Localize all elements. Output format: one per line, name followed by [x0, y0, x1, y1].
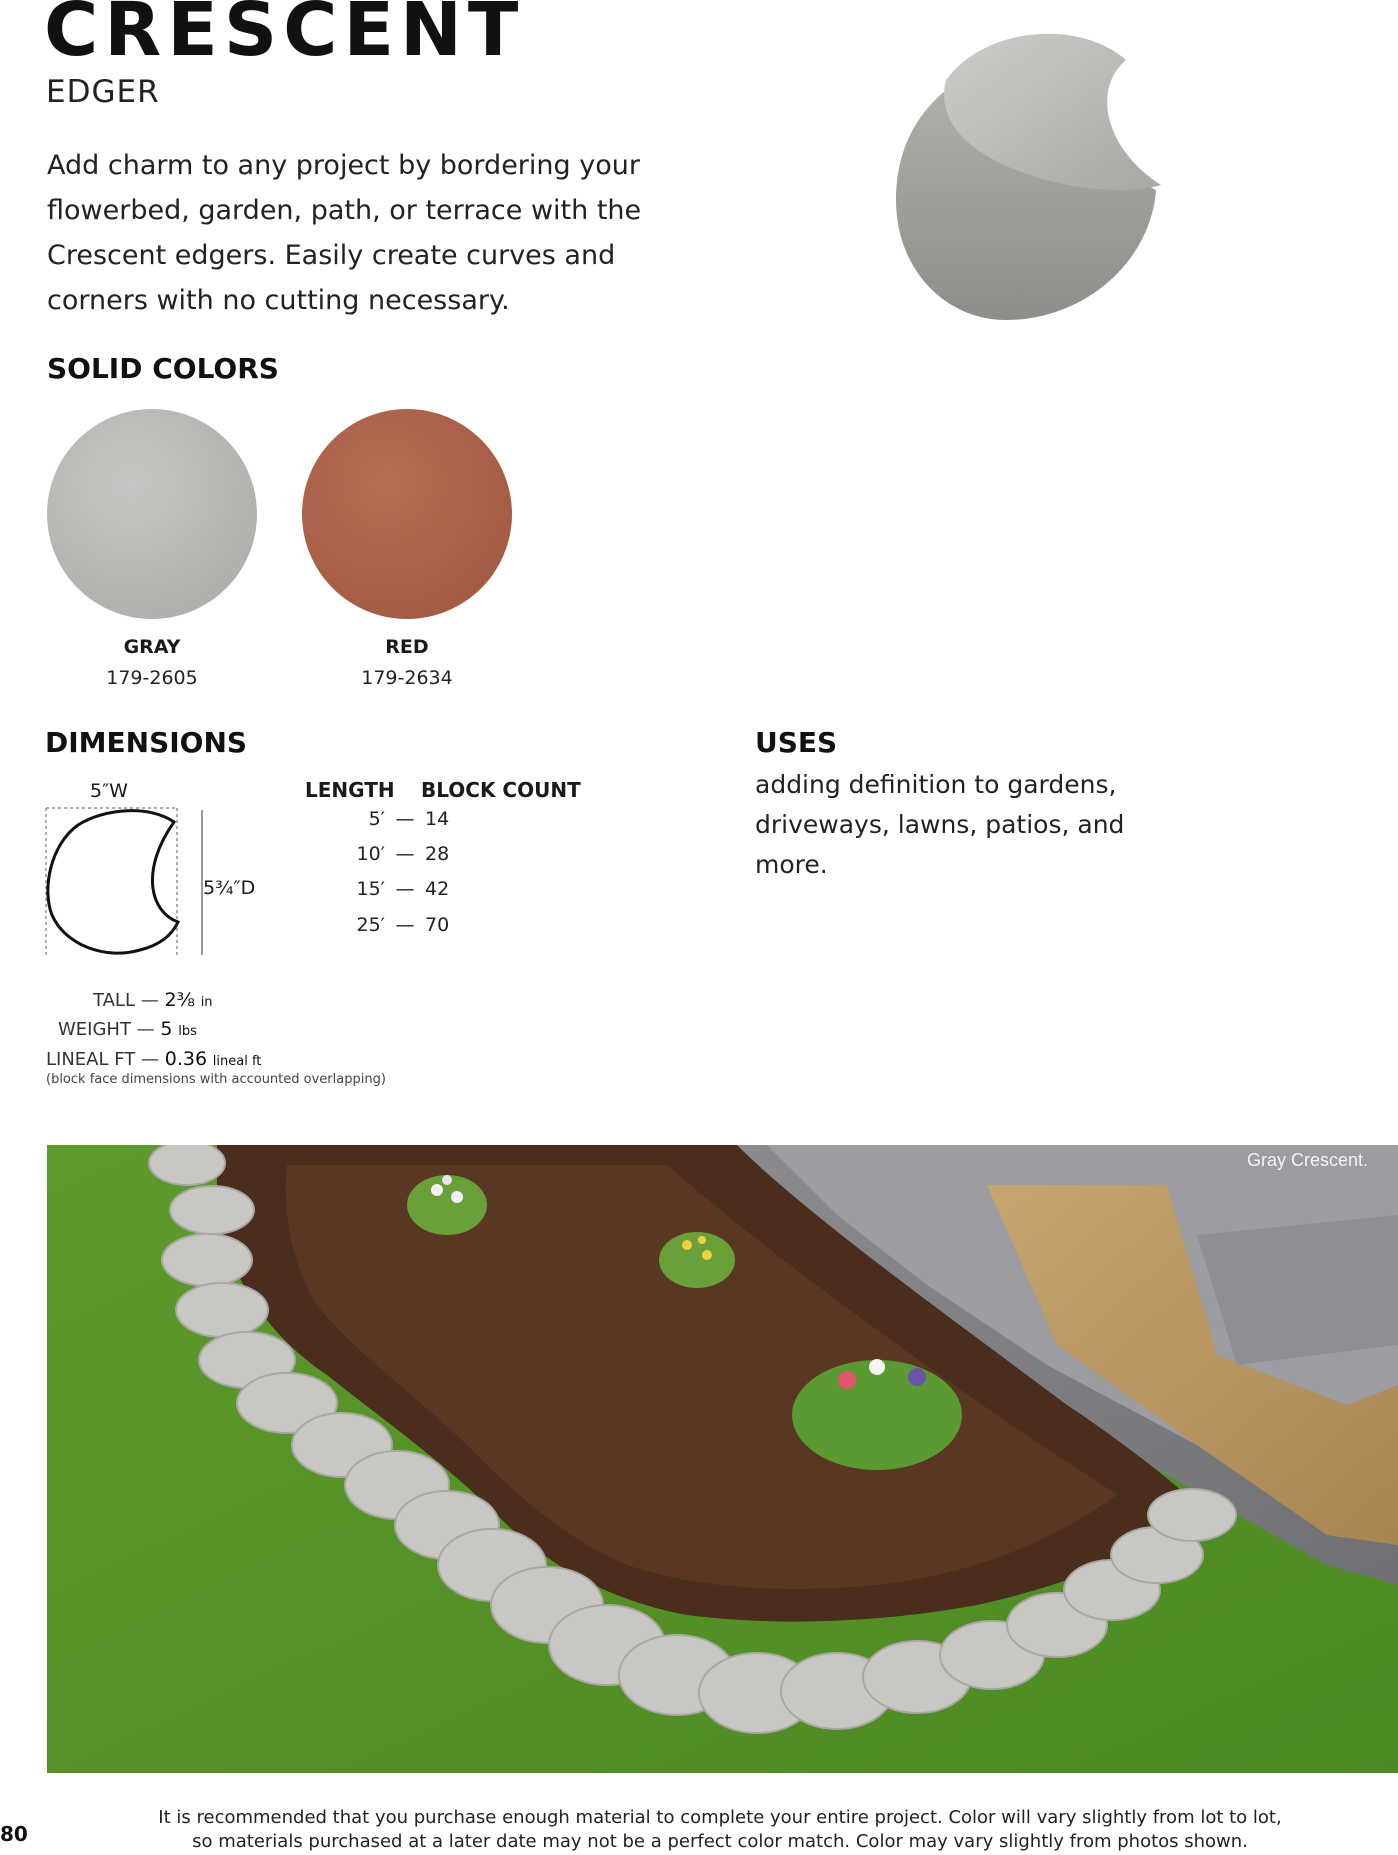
garden-photo: [47, 1145, 1398, 1773]
row-length: 25′: [356, 914, 385, 936]
dimensions-heading: DIMENSIONS: [45, 726, 248, 759]
depth-label: 5¾″D: [203, 877, 256, 899]
row-count: 42: [425, 878, 450, 900]
uses-text: adding definition to gardens, driveways, lawns, patios, and more.: [755, 770, 1125, 879]
photo-caption: Gray Crescent.: [1246, 1150, 1368, 1170]
table-header-block-count: BLOCK COUNT: [421, 778, 581, 802]
page-number: 80: [0, 1822, 28, 1846]
dimensions-note: (block face dimensions with accounted overlapping): [46, 1072, 386, 1087]
table-row: [313, 914, 449, 936]
row-length: 15′: [356, 878, 385, 900]
swatch-gray-code: 179-2605: [106, 667, 198, 689]
crescent-diagram: [40, 800, 210, 965]
swatch-red-name: RED: [385, 636, 429, 658]
row-length: 10′: [356, 843, 385, 865]
swatch-red: [302, 409, 512, 619]
row-count: 28: [425, 843, 450, 865]
spec-weight-unit: lbs: [178, 1024, 197, 1039]
spec-lineal-value: 0.36: [164, 1048, 208, 1070]
spec-lineal-label: LINEAL FT —: [46, 1049, 159, 1070]
spec-tall-unit: in: [200, 995, 213, 1010]
table-row: [313, 878, 449, 900]
solid-colors-heading: SOLID COLORS: [47, 352, 279, 385]
spec-lineal-unit: lineal ft: [212, 1054, 262, 1069]
swatch-gray: [47, 409, 257, 619]
row-count: 70: [425, 914, 450, 936]
table-row: [313, 808, 449, 830]
footer-disclaimer: [150, 1806, 1290, 1854]
product-title: CRESCENT: [44, 0, 525, 73]
row-dash: —: [395, 914, 415, 936]
row-dash: —: [395, 843, 415, 865]
swatch-red-code: 179-2634: [361, 667, 453, 689]
row-dash: —: [395, 878, 415, 900]
spec-tall-value: 2⅜: [164, 989, 195, 1011]
table-row: [313, 843, 449, 865]
table-header-length: LENGTH: [305, 778, 395, 802]
swatch-gray-name: GRAY: [123, 636, 181, 658]
spec-weight: [58, 1014, 197, 1047]
spec-tall-label: TALL —: [93, 990, 159, 1011]
footer-line-1: It is recommended that you purchase enough material to complete your entire project. Color will vary slightly from lot to lot,: [158, 1807, 1282, 1828]
product-image: [876, 20, 1216, 340]
product-subtitle: EDGER: [46, 74, 160, 110]
width-label: 5″W: [90, 780, 128, 802]
row-length: 5′: [368, 808, 385, 830]
uses-heading: USES: [755, 726, 838, 759]
spec-weight-label: WEIGHT —: [58, 1019, 155, 1040]
intro-text: Add charm to any project by bordering your flowerbed, garden, path, or terrace with the Crescent edgers. Easily create curves and corners with no cutting necessary.: [47, 150, 642, 316]
row-dash: —: [395, 808, 415, 830]
spec-weight-value: 5: [160, 1018, 173, 1040]
row-count: 14: [425, 808, 450, 830]
footer-line-2: so materials purchased at a later date may not be a perfect color match. Color may vary slightly from photos shown.: [192, 1831, 1248, 1852]
